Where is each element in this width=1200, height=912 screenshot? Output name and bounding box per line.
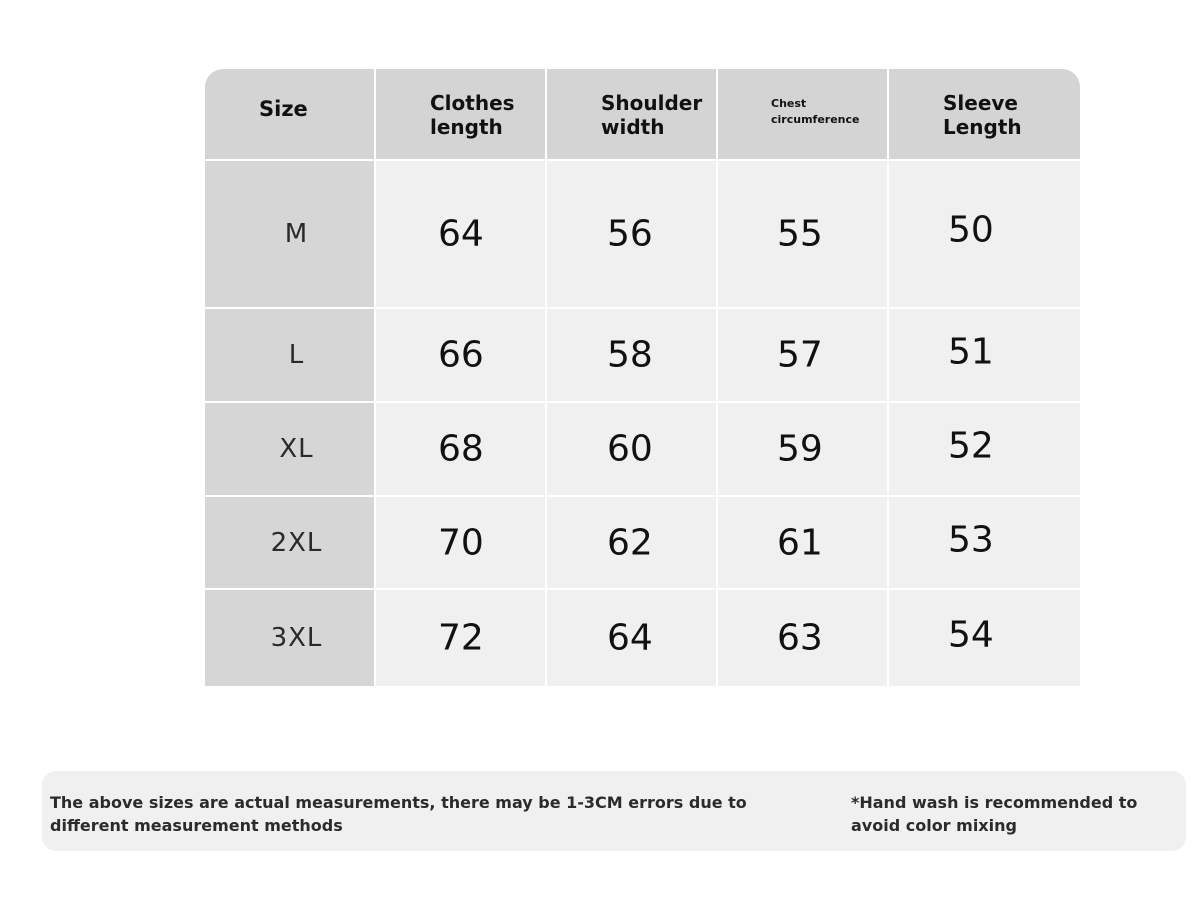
header-sleeve-length-label: Sleeve Length [943, 91, 1022, 139]
header-clothes-length [376, 69, 547, 161]
header-chest-circumference-label: Chest circumference [771, 97, 860, 126]
size-label: 3XL [270, 623, 323, 653]
clothes-length-value: 64 [438, 213, 484, 255]
sleeve-length-value: 53 [948, 519, 994, 561]
clothes-length-value: 72 [438, 617, 484, 659]
table-cell [889, 590, 1080, 686]
clothes-length-value: 68 [438, 428, 484, 470]
sleeve-length-value: 52 [948, 425, 994, 467]
sleeve-length-value: 54 [948, 614, 994, 656]
shoulder-width-value: 58 [607, 334, 653, 376]
chest-circumference-value: 61 [777, 522, 823, 563]
sleeve-length-value: 50 [948, 209, 994, 251]
table-cell [718, 590, 889, 686]
header-sleeve-length [889, 69, 1080, 161]
table-cell [889, 309, 1080, 403]
table-cell [547, 403, 718, 497]
header-chest-circumference [718, 69, 889, 161]
header-size [205, 69, 376, 161]
clothes-length-value: 70 [438, 522, 484, 563]
table-cell [889, 497, 1080, 590]
size-label: M [284, 219, 309, 249]
shoulder-width-value: 64 [607, 617, 653, 659]
size-cell-xl [205, 403, 376, 497]
notice-banner [42, 771, 1186, 851]
shoulder-width-value: 60 [607, 428, 653, 470]
table-cell [718, 403, 889, 497]
table-cell [889, 161, 1080, 309]
table-cell [376, 309, 547, 403]
clothes-length-value: 66 [438, 334, 484, 376]
header-shoulder-width-label: Shoulder width [601, 91, 703, 139]
chest-circumference-value: 59 [777, 428, 823, 470]
table-cell [547, 161, 718, 309]
table-cell [547, 590, 718, 686]
table-cell [889, 403, 1080, 497]
chest-circumference-value: 55 [777, 213, 823, 255]
size-cell-3xl [205, 590, 376, 686]
size-label: 2XL [270, 527, 323, 558]
table-cell [376, 497, 547, 590]
chest-circumference-value: 57 [777, 334, 823, 376]
table-cell [718, 309, 889, 403]
header-size-label: Size [259, 97, 308, 121]
sleeve-length-value: 51 [948, 331, 994, 373]
table-cell [547, 497, 718, 590]
table-cell [547, 309, 718, 403]
size-cell-l [205, 309, 376, 403]
shoulder-width-value: 56 [607, 213, 653, 255]
size-chart-table [205, 69, 1080, 686]
size-cell-m [205, 161, 376, 309]
size-cell-2xl [205, 497, 376, 590]
measurement-note: The above sizes are actual measurements, there may be 1-3CM errors due to different measurement methods [50, 793, 747, 835]
size-label: XL [279, 434, 314, 464]
table-cell [718, 497, 889, 590]
chest-circumference-value: 63 [777, 617, 823, 659]
table-cell [376, 161, 547, 309]
header-shoulder-width [547, 69, 718, 161]
table-cell [376, 590, 547, 686]
table-cell [376, 403, 547, 497]
shoulder-width-value: 62 [607, 522, 653, 563]
size-label: L [288, 340, 305, 370]
header-clothes-length-label: Clothes length [430, 91, 515, 139]
table-cell [718, 161, 889, 309]
wash-note: *Hand wash is recommended to avoid color mixing [851, 793, 1138, 835]
